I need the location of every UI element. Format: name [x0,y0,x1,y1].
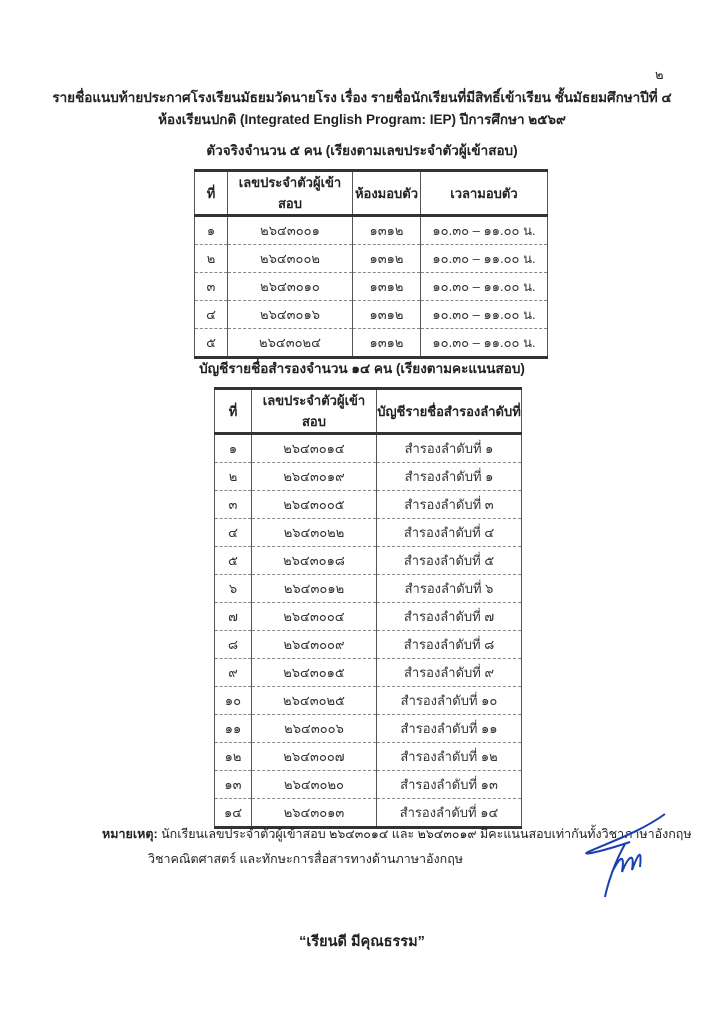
table-cell: ๑๒ [215,743,252,771]
signature-icon [570,812,670,902]
table-cell: ๘ [215,631,252,659]
table-cell: ๒๖๔๓๐๐๔ [252,603,377,631]
table-cell: ๗ [215,603,252,631]
table-cell: ๓ [215,491,252,519]
table-cell: ๒๖๔๓๐๑๙ [252,463,377,491]
table-row [215,603,522,631]
table-cell: ๑ [195,216,228,245]
table-cell: สำรองลำดับที่ ๓ [377,491,522,519]
table-cell: ๑๓๑๒ [353,273,421,301]
table-cell: ๒๖๔๓๐๑๔ [252,434,377,463]
table-row [195,245,548,273]
table-cell: ๕ [195,329,228,358]
reserve-list-table [214,387,522,829]
table-cell: ๒ [195,245,228,273]
table-cell: สำรองลำดับที่ ๕ [377,547,522,575]
table-row [215,491,522,519]
table-cell: สำรองลำดับที่ ๖ [377,575,522,603]
table-cell: ๔ [215,519,252,547]
table-cell: ๑๐.๓๐ – ๑๑.๐๐ น. [421,216,548,245]
table-cell: ๒๖๔๓๐๐๕ [252,491,377,519]
title-line-2: ห้องเรียนปกติ (Integrated English Program: IEP) ปีการศึกษา ๒๕๖๙ [158,112,566,127]
table-cell: ๒๖๔๓๐๑๖ [228,301,353,329]
table-cell: ๑๐ [215,687,252,715]
table-cell: สำรองลำดับที่ ๑๑ [377,715,522,743]
table-cell: ๒๖๔๓๐๐๙ [252,631,377,659]
table-row [195,329,548,358]
note-label: หมายเหตุ: [102,827,158,841]
col-header-no: ที่ [195,171,228,216]
col-header-room: ห้องมอบตัว [353,171,421,216]
table1-caption: ตัวจริงจำนวน ๕ คน (เรียงตามเลขประจำตัวผู้เข้าสอบ) [206,143,518,158]
table-cell: ๒๖๔๓๐๒๒ [252,519,377,547]
table-cell: ๑๓๑๒ [353,329,421,358]
table-row [215,659,522,687]
table-row [195,273,548,301]
col-header-time: เวลามอบตัว [421,171,548,216]
col-header-exam-id: เลขประจำตัวผู้เข้าสอบ [252,389,377,434]
table-cell: สำรองลำดับที่ ๑๒ [377,743,522,771]
table-row [215,519,522,547]
title-line-1: รายชื่อแนบท้ายประกาศโรงเรียนมัธยมวัดนายโรง เรื่อง รายชื่อนักเรียนที่มีสิทธิ์เข้าเรียน ชั้นมัธยมศึกษาปีที่ ๔ [52,90,672,105]
table-row [215,715,522,743]
table-cell: สำรองลำดับที่ ๙ [377,659,522,687]
table-cell: ๑๓๑๒ [353,301,421,329]
table-cell: ๒๖๔๓๐๐๑ [228,216,353,245]
table-cell: ๒๖๔๓๐๐๖ [252,715,377,743]
table-cell: สำรองลำดับที่ ๑๓ [377,771,522,799]
table-row [215,434,522,463]
table2-caption: บัญชีรายชื่อสำรองจำนวน ๑๔ คน (เรียงตามคะแนนสอบ) [199,361,525,376]
table-row [215,743,522,771]
table-cell: ๑๑ [215,715,252,743]
school-motto: “เรียนดี มีคุณธรรม” [299,934,425,950]
table-cell: ๒๖๔๓๐๒๕ [252,687,377,715]
table-cell: ๑๐.๓๐ – ๑๑.๐๐ น. [421,273,548,301]
table-cell: ๒๖๔๓๐๑๒ [252,575,377,603]
page-number: ๒ [655,67,664,82]
table-cell: ๖ [215,575,252,603]
table-cell: ๑ [215,434,252,463]
table-cell: สำรองลำดับที่ ๑ [377,463,522,491]
table-row [195,216,548,245]
table-cell: สำรองลำดับที่ ๑๐ [377,687,522,715]
note-line-2: วิชาคณิตศาสตร์ และทักษะการสื่อสารทางด้านภาษาอังกฤษ [148,852,464,866]
table-cell: ๓ [195,273,228,301]
table-cell: ๒ [215,463,252,491]
table-row [215,575,522,603]
table-cell: สำรองลำดับที่ ๑๔ [377,799,522,828]
table-cell: ๕ [215,547,252,575]
table-cell: ๒๖๔๓๐๑๐ [228,273,353,301]
table-row [215,771,522,799]
col-header-no: ที่ [215,389,252,434]
table-cell: ๑๓๑๒ [353,216,421,245]
table-cell: ๑๐.๓๐ – ๑๑.๐๐ น. [421,301,548,329]
col-header-reserve-rank: บัญชีรายชื่อสำรองลำดับที่ [377,389,522,434]
table-row [215,547,522,575]
table-cell: ๑๓๑๒ [353,245,421,273]
table-cell: ๑๔ [215,799,252,828]
table-cell: สำรองลำดับที่ ๗ [377,603,522,631]
table-cell: ๒๖๔๓๐๑๕ [252,659,377,687]
col-header-exam-id: เลขประจำตัวผู้เข้าสอบ [228,171,353,216]
table-cell: ๒๖๔๓๐๑๘ [252,547,377,575]
table-row [195,301,548,329]
note-line-1: นักเรียนเลขประจำตัวผู้เข้าสอบ ๒๖๔๓๐๑๔ และ ๒๖๔๓๐๑๙ มีคะแนนสอบเท่ากันทั้งวิชาภาษาอังกฤษ [161,827,692,841]
table-cell: ๒๖๔๓๐๐๒ [228,245,353,273]
table-row [215,687,522,715]
table-cell: สำรองลำดับที่ ๘ [377,631,522,659]
table-row [215,631,522,659]
table-cell: สำรองลำดับที่ ๔ [377,519,522,547]
table-cell: ๑๓ [215,771,252,799]
table-cell: ๑๐.๓๐ – ๑๑.๐๐ น. [421,245,548,273]
table-cell: ๒๖๔๓๐๐๗ [252,743,377,771]
admitted-students-table [194,169,548,359]
table-cell: ๒๖๔๓๐๒๐ [252,771,377,799]
table-cell: ๒๖๔๓๐๑๓ [252,799,377,828]
table-cell: ๒๖๔๓๐๒๔ [228,329,353,358]
table-row [215,463,522,491]
table-cell: ๙ [215,659,252,687]
table-cell: ๑๐.๓๐ – ๑๑.๐๐ น. [421,329,548,358]
table-cell: ๔ [195,301,228,329]
table-cell: สำรองลำดับที่ ๑ [377,434,522,463]
